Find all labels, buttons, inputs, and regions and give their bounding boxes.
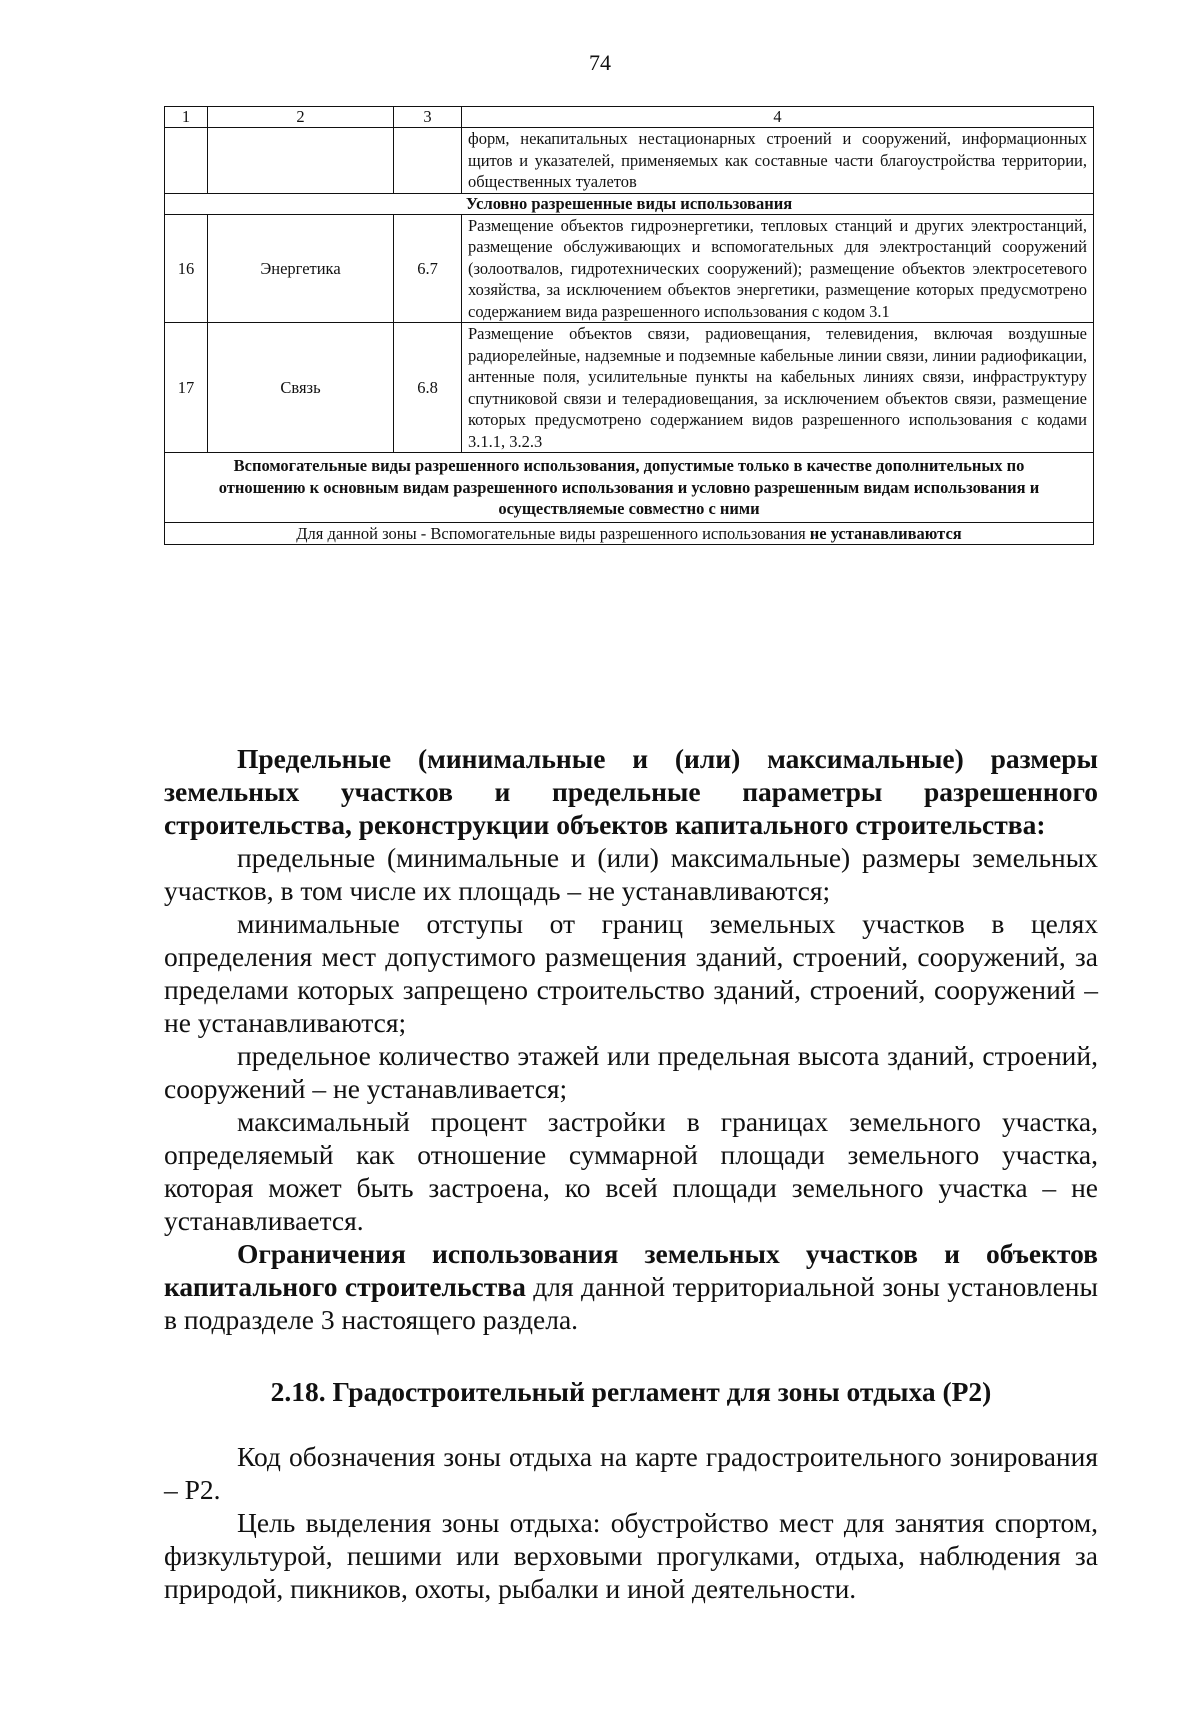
restrictions-rest: для данной территориальной зоны установлены в подразделе 3 настоящего раздела.: [164, 1271, 1098, 1335]
restrictions-bold: Ограничения использования земельных участков и объектов капитального строительства: [164, 1238, 1098, 1302]
limits-heading: Предельные (минимальные и (или) максимальные) размеры земельных участков и предельные параметры разрешенного строительства, реконструкции объектов капитального строительства:: [164, 743, 1098, 840]
use-type-description: Размещение объектов гидроэнергетики, тепловых станций и других электростанций, размещение обслуживающих и вспомогательных для электростанций сооружений (золоотвалов, гидротехнических сооружений); размещение объектов электросетевого хозяйства, за исключением объектов энергетики, размещение которых предусмотрено содержанием вида разрешенного использования с кодом 3.1: [462, 214, 1094, 323]
continued-description: форм, некапитальных нестационарных строений и сооружений, информационных щитов и указателей, применяемых как составные части благоустройства территории, общественных туалетов: [462, 128, 1094, 194]
section-paragraph: Цель выделения зоны отдыха: обустройство мест для занятия спортом, физкультурой, пешими или верховыми прогулками, отдыха, наблюдения за природой, пикников, охоты, рыбалки и иной деятельности.: [164, 1507, 1098, 1604]
auxiliary-note: [165, 522, 1094, 545]
table-row: [165, 214, 1094, 323]
section-paragraph: Код обозначения зоны отдыха на карте градостроительного зонирования – Р2.: [164, 1441, 1098, 1505]
column-number-1: 1: [165, 107, 208, 128]
column-number-2: 2: [208, 107, 394, 128]
auxiliary-note-bold: не устанавливаются: [809, 523, 962, 543]
limits-item: предельные (минимальные и (или) максимальные) размеры земельных участков, в том числе их площадь – не устанавливаются;: [164, 842, 1098, 906]
auxiliary-note-text: Для данной зоны - Вспомогательные виды разрешенного использования: [296, 523, 810, 543]
table-row-continued: [165, 128, 1094, 194]
section-title: 2.18. Градостроительный регламент для зоны отдыха (Р2): [270, 1376, 992, 1407]
conditional-section-row: [165, 193, 1094, 214]
row-number: 17: [165, 323, 208, 453]
use-type-description: Размещение объектов связи, радиовещания, телевидения, включая воздушные радиорелейные, надземные и подземные кабельные линии связи, линии радиофикации, антенные поля, усилительные пункты на кабельных линиях связи, инфраструктуру спутниковой связи и телерадиовещания, за исключением объектов связи, размещение которых предусмотрено содержанием видов разрешенного использования с кодами 3.1.1, 3.2.3: [462, 323, 1094, 453]
limits-item: предельное количество этажей или предельная высота зданий, строений, сооружений – не устанавливается;: [164, 1040, 1098, 1104]
limits-block: [164, 742, 1098, 1336]
limits-item: максимальный процент застройки в границах земельного участка, определяемый как отношение суммарной площади земельного участка, которая может быть застроена, ко всей площади земельного участка – не устанавливается.: [164, 1106, 1098, 1236]
column-number-3: 3: [394, 107, 462, 128]
page-number: 74: [589, 50, 611, 75]
table-row: [165, 323, 1094, 453]
conditional-section-title: Условно разрешенные виды использования: [165, 193, 1094, 214]
limits-item: минимальные отступы от границ земельных участков в целях определения мест допустимого размещения зданий, строений, сооружений, за пределами которых запрещено строительство зданий, строений, сооружений – не устанавливаются;: [164, 908, 1098, 1038]
auxiliary-section-title: Вспомогательные виды разрешенного использования, допустимые только в качестве дополнительных по отношению к основным видам разрешенного использования и условно разрешенным видам использования и осуществляемые совместно с ними: [165, 453, 1094, 523]
use-type-code: 6.7: [394, 214, 462, 323]
section-body: [164, 1440, 1098, 1605]
auxiliary-section-row: [165, 453, 1094, 523]
use-type-code: 6.8: [394, 323, 462, 453]
row-number: 16: [165, 214, 208, 323]
land-use-table: [164, 106, 1094, 545]
use-type-name: Связь: [208, 323, 394, 453]
column-number-4: 4: [462, 107, 1094, 128]
auxiliary-note-row: [165, 522, 1094, 545]
use-type-name: Энергетика: [208, 214, 394, 323]
table-header-row: [165, 107, 1094, 128]
restrictions-paragraph: [164, 1237, 1098, 1336]
